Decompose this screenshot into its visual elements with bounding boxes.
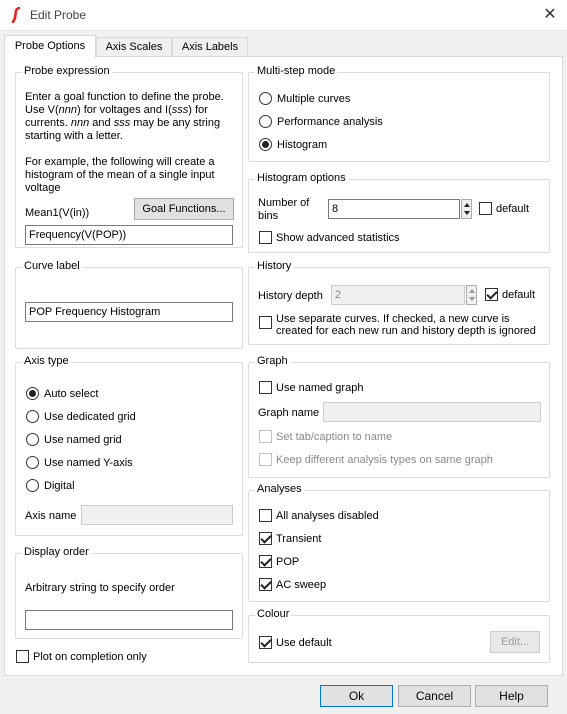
window-title: Edit Probe xyxy=(30,8,87,22)
axis-auto-select-label: Auto select xyxy=(44,388,99,400)
probe-desc-line4: starting with a letter. xyxy=(25,130,123,142)
graph-name-label: Graph name xyxy=(258,407,320,419)
histogram-options-title: Histogram options xyxy=(257,172,346,184)
separate-curves-line2: created for each new run and history depth is ignored xyxy=(276,325,536,337)
use-named-graph-label: Use named graph xyxy=(276,382,364,394)
advanced-stats-label: Show advanced statistics xyxy=(276,232,400,244)
display-order-group xyxy=(15,546,243,639)
colour-group xyxy=(248,608,550,663)
simetrix-logo-icon xyxy=(9,7,23,23)
history-default-checkbox[interactable] xyxy=(485,288,498,301)
edit-colour-button[interactable]: Edit... xyxy=(490,631,540,653)
bins-label-line1: Number of xyxy=(258,197,310,209)
bins-input[interactable]: 8 xyxy=(328,199,460,219)
multistep-title: Multi-step mode xyxy=(257,65,336,77)
graph-group xyxy=(248,355,550,478)
probe-example-expression: Mean1(V(in)) xyxy=(25,207,90,219)
spin-up-icon[interactable] xyxy=(469,289,475,293)
histogram-radio[interactable] xyxy=(259,138,272,151)
graph-name-input[interactable] xyxy=(323,402,541,422)
histogram-label: Histogram xyxy=(277,139,328,151)
history-default-label: default xyxy=(502,289,536,301)
probe-desc-line1: Enter a goal function to define the probe. xyxy=(25,91,224,103)
title-bar xyxy=(0,0,567,31)
spin-down-icon[interactable] xyxy=(464,211,470,215)
set-tab-caption-label: Set tab/caption to name xyxy=(276,431,393,443)
curve-label-group xyxy=(15,260,243,349)
close-icon[interactable]: ✕ xyxy=(543,6,557,23)
multiple-curves-label: Multiple curves xyxy=(277,93,351,105)
ok-button[interactable]: Ok xyxy=(320,685,393,707)
bins-default-label: default xyxy=(496,203,530,215)
probe-expression-input[interactable]: Frequency(V(POP)) xyxy=(25,225,233,245)
probe-example-line2: histogram of the mean of a single input xyxy=(25,169,215,181)
bins-default-checkbox[interactable] xyxy=(479,202,492,215)
curve-label-input[interactable]: POP Frequency Histogram xyxy=(25,302,233,322)
transient-checkbox[interactable] xyxy=(259,532,272,545)
plot-on-completion-label: Plot on completion only xyxy=(33,651,147,663)
transient-label: Transient xyxy=(276,533,322,545)
probe-desc-line3: currents. nnn and sss may be any string xyxy=(25,117,221,129)
performance-analysis-label: Performance analysis xyxy=(277,116,383,128)
goal-functions-button[interactable]: Goal Functions... xyxy=(134,198,234,220)
axis-digital-label: Digital xyxy=(44,480,75,492)
curve-label-title: Curve label xyxy=(24,260,80,272)
axis-dedicated-grid-radio[interactable] xyxy=(26,410,39,423)
axis-digital-radio[interactable] xyxy=(26,479,39,492)
axis-dedicated-grid-label: Use dedicated grid xyxy=(44,411,136,423)
axis-named-grid-radio[interactable] xyxy=(26,433,39,446)
histogram-options-group xyxy=(248,172,550,253)
spin-down-icon[interactable] xyxy=(469,297,475,301)
axis-type-title: Axis type xyxy=(24,355,69,367)
display-order-desc: Arbitrary string to specify order xyxy=(25,582,175,594)
probe-example-line1: For example, the following will create a xyxy=(25,156,215,168)
display-order-input[interactable] xyxy=(25,610,233,630)
probe-options-panel xyxy=(4,56,563,676)
spin-up-icon[interactable] xyxy=(464,203,470,207)
axis-named-y-label: Use named Y-axis xyxy=(44,457,133,469)
all-analyses-disabled-checkbox[interactable] xyxy=(259,509,272,522)
advanced-stats-checkbox[interactable] xyxy=(259,231,272,244)
keep-analysis-types-label: Keep different analysis types on same graph xyxy=(276,454,493,466)
multistep-group xyxy=(248,65,550,162)
analyses-title: Analyses xyxy=(257,483,302,495)
ac-sweep-label: AC sweep xyxy=(276,579,327,591)
display-order-title: Display order xyxy=(24,546,89,558)
axis-named-y-radio[interactable] xyxy=(26,456,39,469)
separate-curves-line1: Use separate curves. If checked, a new curve is xyxy=(276,313,510,325)
use-default-colour-label: Use default xyxy=(276,637,332,649)
help-button[interactable]: Help xyxy=(475,685,548,707)
pop-checkbox[interactable] xyxy=(259,555,272,568)
axis-name-input[interactable] xyxy=(81,505,233,525)
axis-auto-select-radio[interactable] xyxy=(26,387,39,400)
probe-desc-line2: Use V(nnn) for voltages and I(sss) for xyxy=(25,104,208,116)
axis-named-grid-label: Use named grid xyxy=(44,434,122,446)
keep-analysis-types-checkbox[interactable] xyxy=(259,453,272,466)
use-default-colour-checkbox[interactable] xyxy=(259,636,272,649)
probe-example-line3: voltage xyxy=(25,182,61,194)
performance-analysis-radio[interactable] xyxy=(259,115,272,128)
axis-name-label: Axis name xyxy=(25,510,77,522)
tab-probe-options[interactable]: Probe Options xyxy=(4,35,96,58)
set-tab-caption-checkbox[interactable] xyxy=(259,430,272,443)
use-named-graph-checkbox[interactable] xyxy=(259,381,272,394)
pop-label: POP xyxy=(276,556,300,568)
history-depth-input[interactable]: 2 xyxy=(331,285,465,305)
tab-axis-scales[interactable]: Axis Scales xyxy=(96,37,172,57)
axis-type-group xyxy=(15,355,243,536)
ac-sweep-checkbox[interactable] xyxy=(259,578,272,591)
tab-axis-labels[interactable]: Axis Labels xyxy=(172,37,248,57)
analyses-group xyxy=(248,483,550,602)
plot-on-completion-checkbox[interactable] xyxy=(16,650,29,663)
probe-expression-title: Probe expression xyxy=(24,65,110,77)
history-group xyxy=(248,260,550,345)
history-title: History xyxy=(257,260,292,272)
all-analyses-disabled-label: All analyses disabled xyxy=(276,510,379,522)
probe-expression-group xyxy=(15,65,243,248)
history-depth-spinner[interactable] xyxy=(466,285,477,305)
cancel-button[interactable]: Cancel xyxy=(398,685,471,707)
colour-title: Colour xyxy=(257,608,290,620)
bins-spinner[interactable] xyxy=(461,199,472,219)
bins-label-line2: bins xyxy=(258,210,279,222)
separate-curves-checkbox[interactable] xyxy=(259,316,272,329)
multiple-curves-radio[interactable] xyxy=(259,92,272,105)
history-depth-label: History depth xyxy=(258,290,323,302)
graph-title: Graph xyxy=(257,355,288,367)
